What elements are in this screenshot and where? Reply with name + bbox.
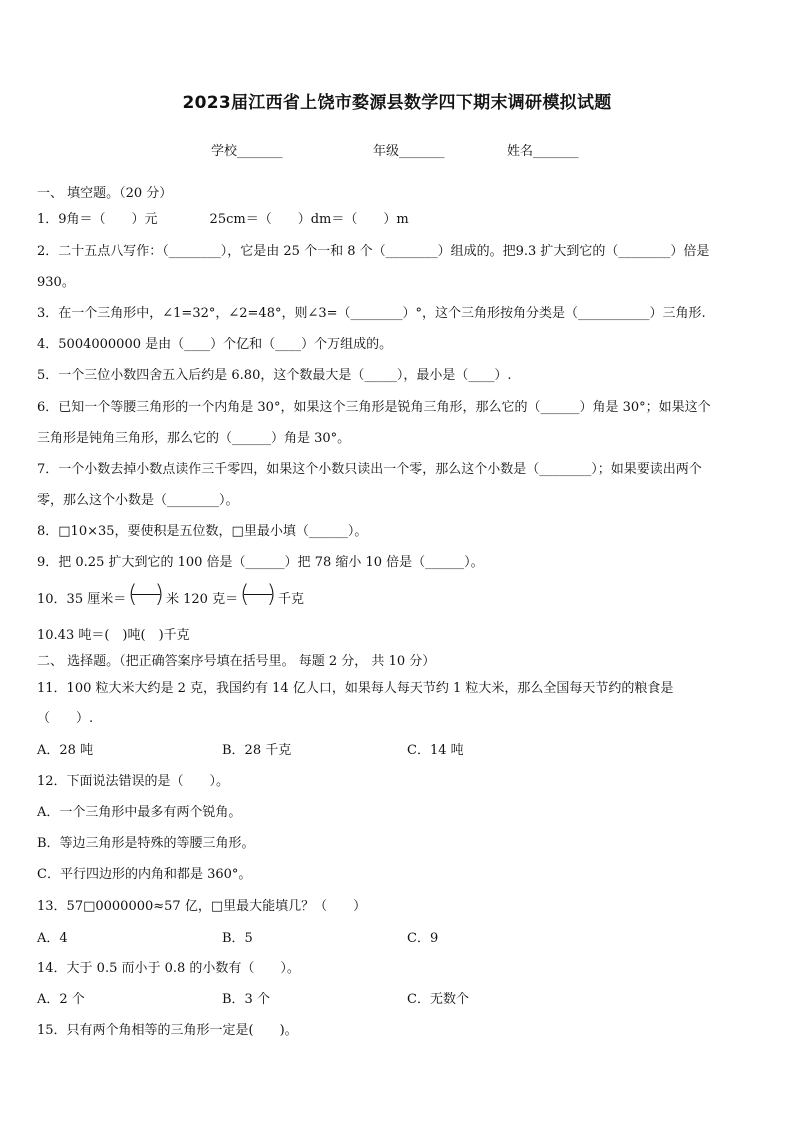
question-13-option-a: A．4	[37, 931, 68, 946]
question-13-option-c: C．9	[407, 931, 439, 946]
question-4: 4．5004000000 是由（____）个亿和（____）个万组成的。	[37, 337, 393, 352]
question-9: 9．把 0.25 扩大到它的 100 倍是（______）把 78 缩小 10 倍是（______）。	[37, 555, 484, 570]
section-2-heading: 二、 选择题。（把正确答案序号填在括号里。 每题 2 分， 共 10 分）	[37, 654, 436, 669]
question-15: 15．只有两个角相等的三角形一定是( )。	[37, 1023, 298, 1038]
question-7-line-1: 7．一个小数去掉小数点读作三千零四，如果这个小数只读出一个零，那么这个小数是（________）；如果要读出两个	[37, 462, 702, 477]
question-14-option-b: B．3 个	[222, 992, 270, 1007]
question-8: 8．□10×35，要使积是五位数，□里最小填（______）。	[37, 524, 368, 539]
question-6-line-1: 6．已知一个等腰三角形的一个内角是 30°，如果这个三角形是锐角三角形，那么它的（______）角是 30°；如果这个	[37, 400, 711, 415]
question-14: 14．大于 0.5 而小于 0.8 的小数有（ ）。	[37, 961, 300, 976]
question-13: 13．57□0000000≈57 亿，□里最大能填几？（ ）	[37, 899, 367, 914]
name-field: 姓名_______	[507, 144, 579, 159]
question-11-line-1: 11．100 粒大米大约是 2 克，我国约有 14 亿人口，如果每人每天节约 1 粒大米，那么全国每天节约的粮食是	[37, 681, 674, 696]
question-12-option-c: C．平行四边形的内角和都是 360°。	[37, 867, 252, 882]
question-10-suffix: 千克	[278, 592, 305, 607]
question-12: 12．下面说法错误的是（ ）。	[37, 774, 230, 789]
question-10-prefix: 10．35 厘米＝	[37, 592, 127, 607]
question-11-line-2: （ ）.	[37, 711, 94, 726]
fraction-blank-2: ( )	[240, 580, 276, 608]
page-title: 2023届江西省上饶市婺源县数学四下期末调研模拟试题	[182, 93, 612, 113]
question-14-option-c: C．无数个	[407, 992, 469, 1007]
question-11-option-b: B．28 千克	[222, 743, 292, 758]
question-2-line-1: 2．二十五点八写作：（________），它是由 25 个一和 8 个（________）组成的。把9.3 扩大到它的（________）倍是	[37, 244, 710, 259]
question-3: 3．在一个三角形中，∠1=32°，∠2=48°，则∠3=（________）°，这个三角形按角分类是（___________）三角形.	[37, 306, 706, 321]
grade-field: 年级_______	[373, 144, 445, 159]
question-2-line-2: 930。	[37, 275, 75, 290]
school-field: 学校_______	[211, 144, 283, 159]
question-11-option-a: A．28 吨	[37, 743, 94, 758]
question-10-line-2: 10.43 吨＝( )吨( )千克	[37, 628, 190, 643]
question-12-option-b: B．等边三角形是特殊的等腰三角形。	[37, 836, 255, 851]
question-1: 1．9角＝（ ）元 25cm＝（ ）dm＝（ ）m	[37, 212, 409, 227]
question-10-mid: 米 120 克＝	[166, 592, 239, 607]
question-7-line-2: 零，那么这个小数是（________）。	[37, 493, 239, 508]
question-5: 5．一个三位小数四舍五入后约是 6.80，这个数最大是（_____），最小是（____）.	[37, 368, 512, 383]
question-6-line-2: 三角形是钝角三角形，那么它的（______）角是 30°。	[37, 431, 351, 446]
question-12-option-a: A．一个三角形中最多有两个锐角。	[37, 805, 242, 820]
question-14-option-a: A．2 个	[37, 992, 85, 1007]
question-11-option-c: C．14 吨	[407, 743, 464, 758]
fraction-blank-1: ( )	[128, 580, 164, 608]
question-13-option-b: B．5	[222, 931, 253, 946]
section-1-heading: 一、 填空题。（20 分）	[37, 186, 173, 201]
